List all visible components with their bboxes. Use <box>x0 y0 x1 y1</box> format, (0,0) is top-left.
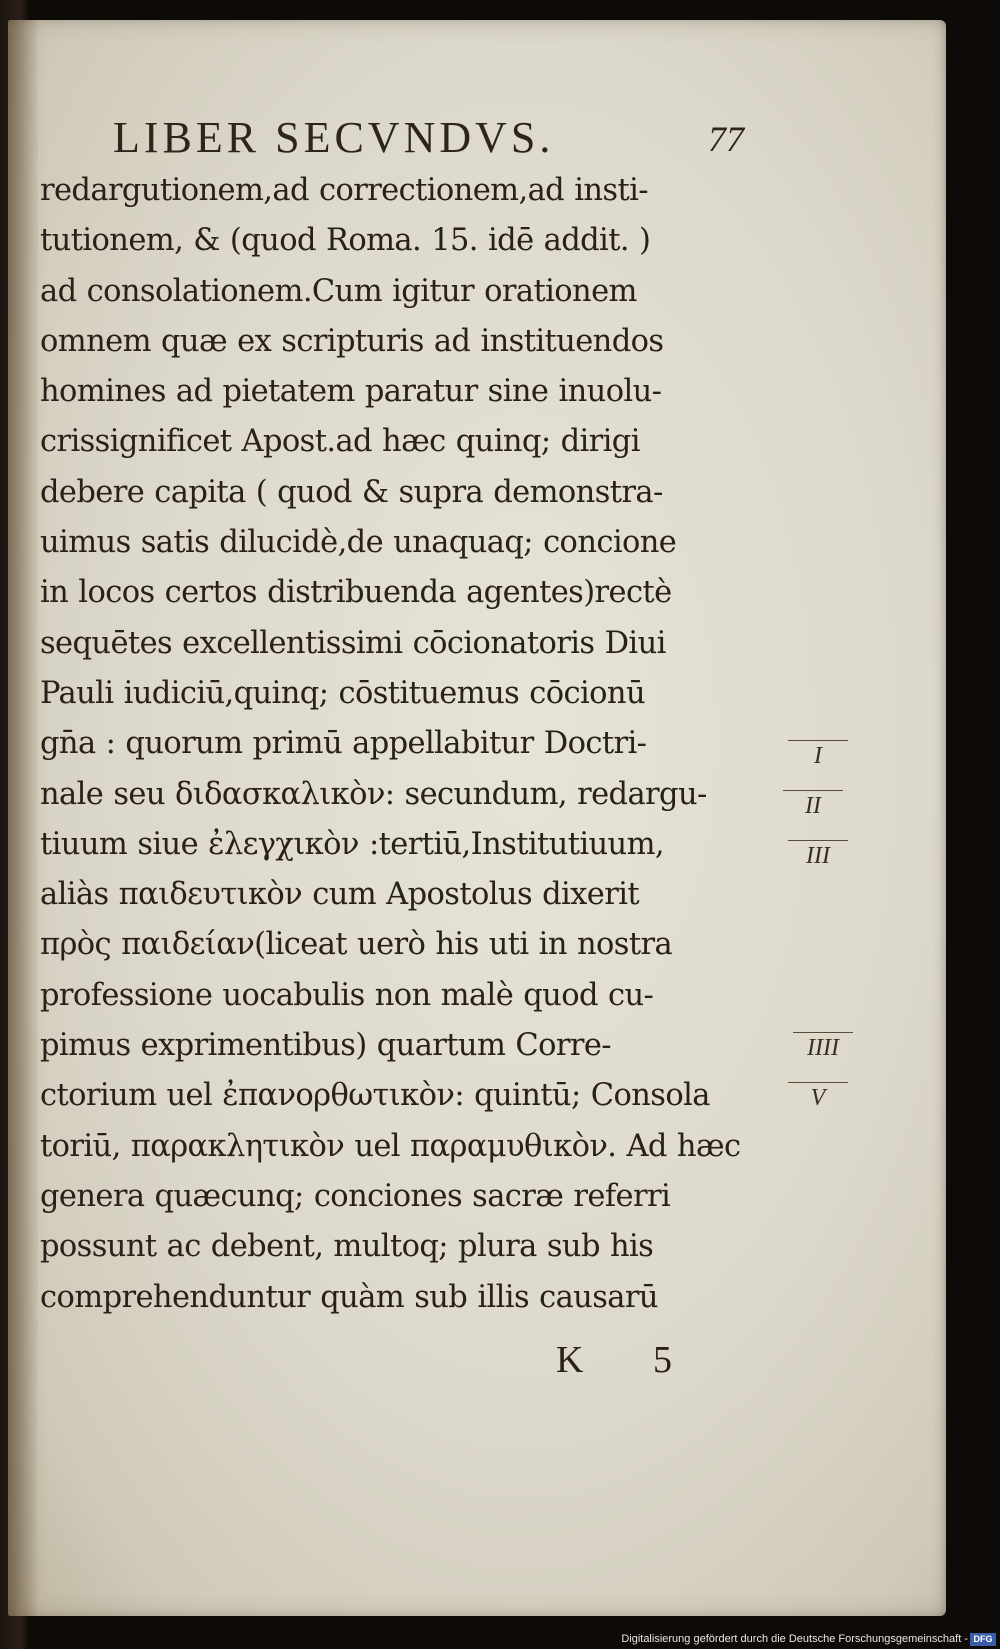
margin-note: III <box>788 840 848 870</box>
text-line: omnem quæ ex scripturis ad instituendos <box>40 323 664 359</box>
dfg-logo: DFG <box>970 1633 996 1646</box>
text-line: gn̄a : quorum primū appellabitur Doctri- <box>40 726 647 762</box>
signature-mark: K 5 <box>556 1339 702 1381</box>
margin-note: V <box>788 1082 848 1112</box>
text-line: debere capita ( quod & supra demonstra- <box>40 474 663 510</box>
text-line: toriū, παρακλητικὸν uel παραμυθικὸν. Ad hæc <box>40 1128 741 1164</box>
margin-note: II <box>783 790 843 820</box>
text-line: comprehenduntur quàm sub illis causarū <box>40 1279 658 1315</box>
running-head: LIBER SECVNDVS. <box>113 113 555 162</box>
book-page <box>8 20 946 1616</box>
text-line: crissignificet Apost.ad hæc quinq; dirigi <box>40 424 640 460</box>
page-gutter <box>8 20 38 1616</box>
text-line: aliàs παιδευτικὸν cum Apostolus dixerit <box>40 877 640 913</box>
text-line: redargutionem,ad correctionem,ad insti- <box>40 173 648 208</box>
text-line: Pauli iudiciū,quinq; cōstituemus cōcionū <box>40 675 645 711</box>
text-line: homines ad pietatem paratur sine inuolu- <box>40 374 662 410</box>
text-line: in locos certos distribuenda agentes)rectè <box>40 575 672 611</box>
body-text <box>40 166 800 1323</box>
text-line: πρὸς παιδείαν(liceat uerò his uti in nostra <box>40 927 673 963</box>
margin-notes <box>748 20 868 1616</box>
margin-note: IIII <box>793 1032 853 1062</box>
digitization-credit: Digitalisierung gefördert durch die Deutsche Forschungsgemeinschaft - <box>621 1633 968 1645</box>
text-line: tiuum siue ἐλεγχικὸν :tertiū,Institutiuum, <box>40 826 665 862</box>
text-line: professione uocabulis non malè quod cu- <box>40 977 654 1013</box>
text-line: sequētes excellentissimi cōcionatoris Diui <box>40 625 666 661</box>
text-line: nale seu διδασκαλικὸν: secundum, redargu- <box>40 776 707 812</box>
text-line: possunt ac debent, multoq; plura sub his <box>40 1229 654 1265</box>
page-number: 77 <box>708 119 744 159</box>
text-line: uimus satis dilucidè,de unaquaq; concione <box>40 525 677 561</box>
text-line: tutionem, & (quod Roma. 15. idē addit. ) <box>40 223 651 259</box>
text-line: ad consolationem.Cum igitur orationem <box>40 273 637 309</box>
text-line: ctorium uel ἐπανορθωτικὸν: quintū; Consola <box>40 1078 710 1114</box>
margin-note: I <box>788 740 848 770</box>
text-line: pimus exprimentibus) quartum Corre- <box>40 1028 612 1064</box>
text-line: genera quæcunq; conciones sacræ referri <box>40 1178 671 1214</box>
